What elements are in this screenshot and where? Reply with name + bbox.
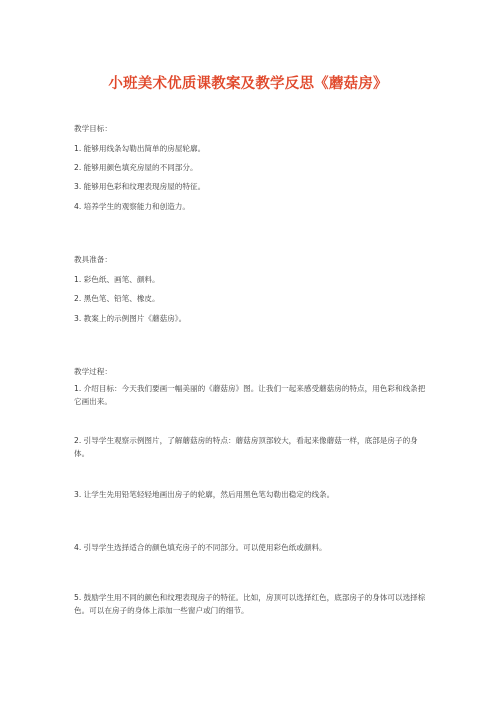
material-item: 2. 黑色笔、铅笔、橡皮。 — [74, 294, 160, 303]
goal-item: 3. 能够用色彩和纹理表现房屋的特征。 — [74, 182, 206, 191]
material-item: 1. 彩色纸、画笔、颜料。 — [74, 275, 160, 284]
goal-item: 2. 能够用颜色填充房屋的不同部分。 — [74, 163, 198, 172]
process-heading: 教学过程： — [74, 367, 112, 376]
goal-item: 1. 能够用线条勾勒出简单的房屋轮廓。 — [74, 144, 206, 153]
document-title: 小班美术优质课教案及教学反思《蘑菇房》 — [108, 76, 388, 92]
goals-heading: 教学目标： — [74, 124, 112, 133]
process-step: 2. 引导学生观察示例图片，了解蘑菇房的特点：蘑菇房顶部较大，看起来像蘑菇一样，底部是房子的身体。 — [74, 436, 418, 458]
process-step: 4. 引导学生选择适合的颜色填充房子的不同部分。可以使用彩色纸或颜料。 — [74, 543, 327, 552]
materials-heading: 教具准备： — [74, 255, 112, 264]
material-item: 3. 教案上的示例图片《蘑菇房》。 — [74, 314, 187, 323]
process-step: 5. 鼓励学生用不同的颜色和纹理表现房子的特征。比如，房顶可以选择红色，底部房子的身体可以选择棕色。可以在房子的身体上添加一些窗户或门的细节。 — [74, 593, 426, 615]
process-step: 1. 介绍目标：今天我们要画一幅美丽的《蘑菇房》图。让我们一起来感受蘑菇房的特点，用色彩和线条把它画出来。 — [74, 384, 426, 406]
process-step: 3. 让学生先用铅笔轻轻地画出房子的轮廓，然后用黑色笔勾勒出稳定的线条。 — [74, 490, 335, 499]
goal-item: 4. 培养学生的观察能力和创造力。 — [74, 202, 190, 211]
